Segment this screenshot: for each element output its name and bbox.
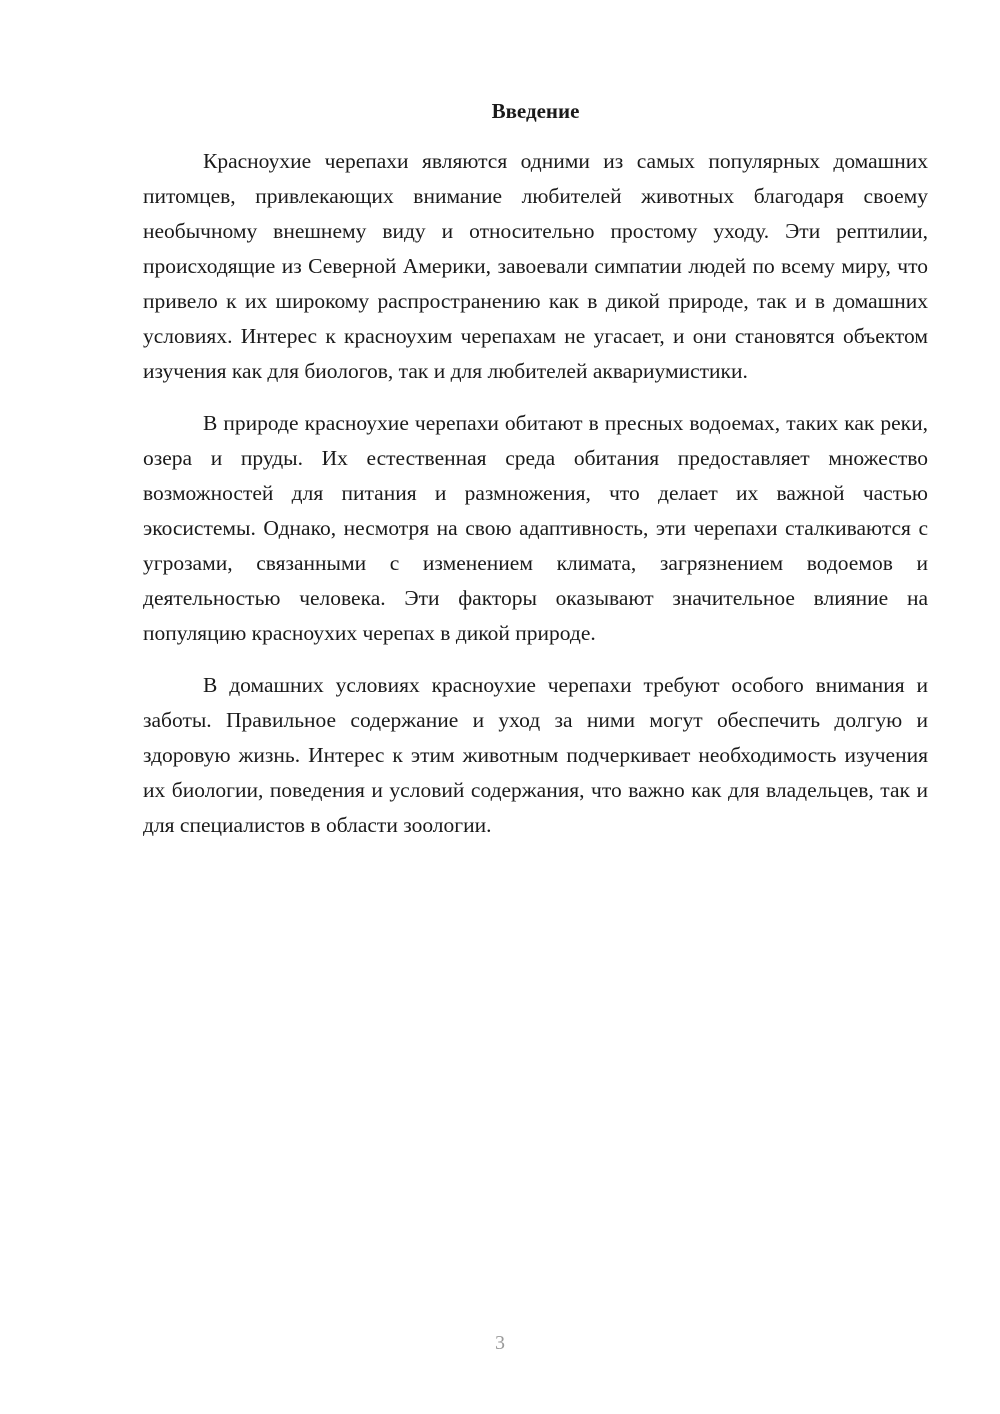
paragraph-3: В домашних условиях красноухие черепахи требуют особого внимания и заботы. Правильное содержание и уход за ними могут обеспечить долгую и здоровую жизнь. Интерес к этим животным подчеркивает необходимость изучения их биологии, поведения и условий содержания, что важно как для владельцев, так и для специалистов в области зоологии. — [143, 673, 928, 837]
paragraph-2: В природе красноухие черепахи обитают в пресных водоемах, таких как реки, озера и пруды. Их естественная среда обитания предоставляет множество возможностей для питания и размножения, что делает их важной частью экосистемы. Однако, несмотря на свою адаптивность, эти черепахи сталкиваются с угрозами, связанными с изменением климата, загрязнением водоемов и деятельностью человека. Эти факторы оказывают значительное влияние на популяцию красноухих черепах в дикой природе. — [143, 411, 928, 645]
paragraph-1: Красноухие черепахи являются одними из самых популярных домашних питомцев, привлекающих внимание любителей животных благодаря своему необычному внешнему виду и относительно простому уходу. Эти рептилии, происходящие из Северной Америки, завоевали симпатии людей по всему миру, что привело к их широкому распространению как в дикой природе, так и в домашних условиях. Интерес к красноухим черепахам не угасает, и они становятся объектом изучения как для биологов, так и для любителей аквариумистики. — [143, 149, 928, 383]
page-number: 3 — [495, 1332, 505, 1354]
body-text — [143, 144, 928, 860]
page-title: Введение — [491, 99, 580, 123]
